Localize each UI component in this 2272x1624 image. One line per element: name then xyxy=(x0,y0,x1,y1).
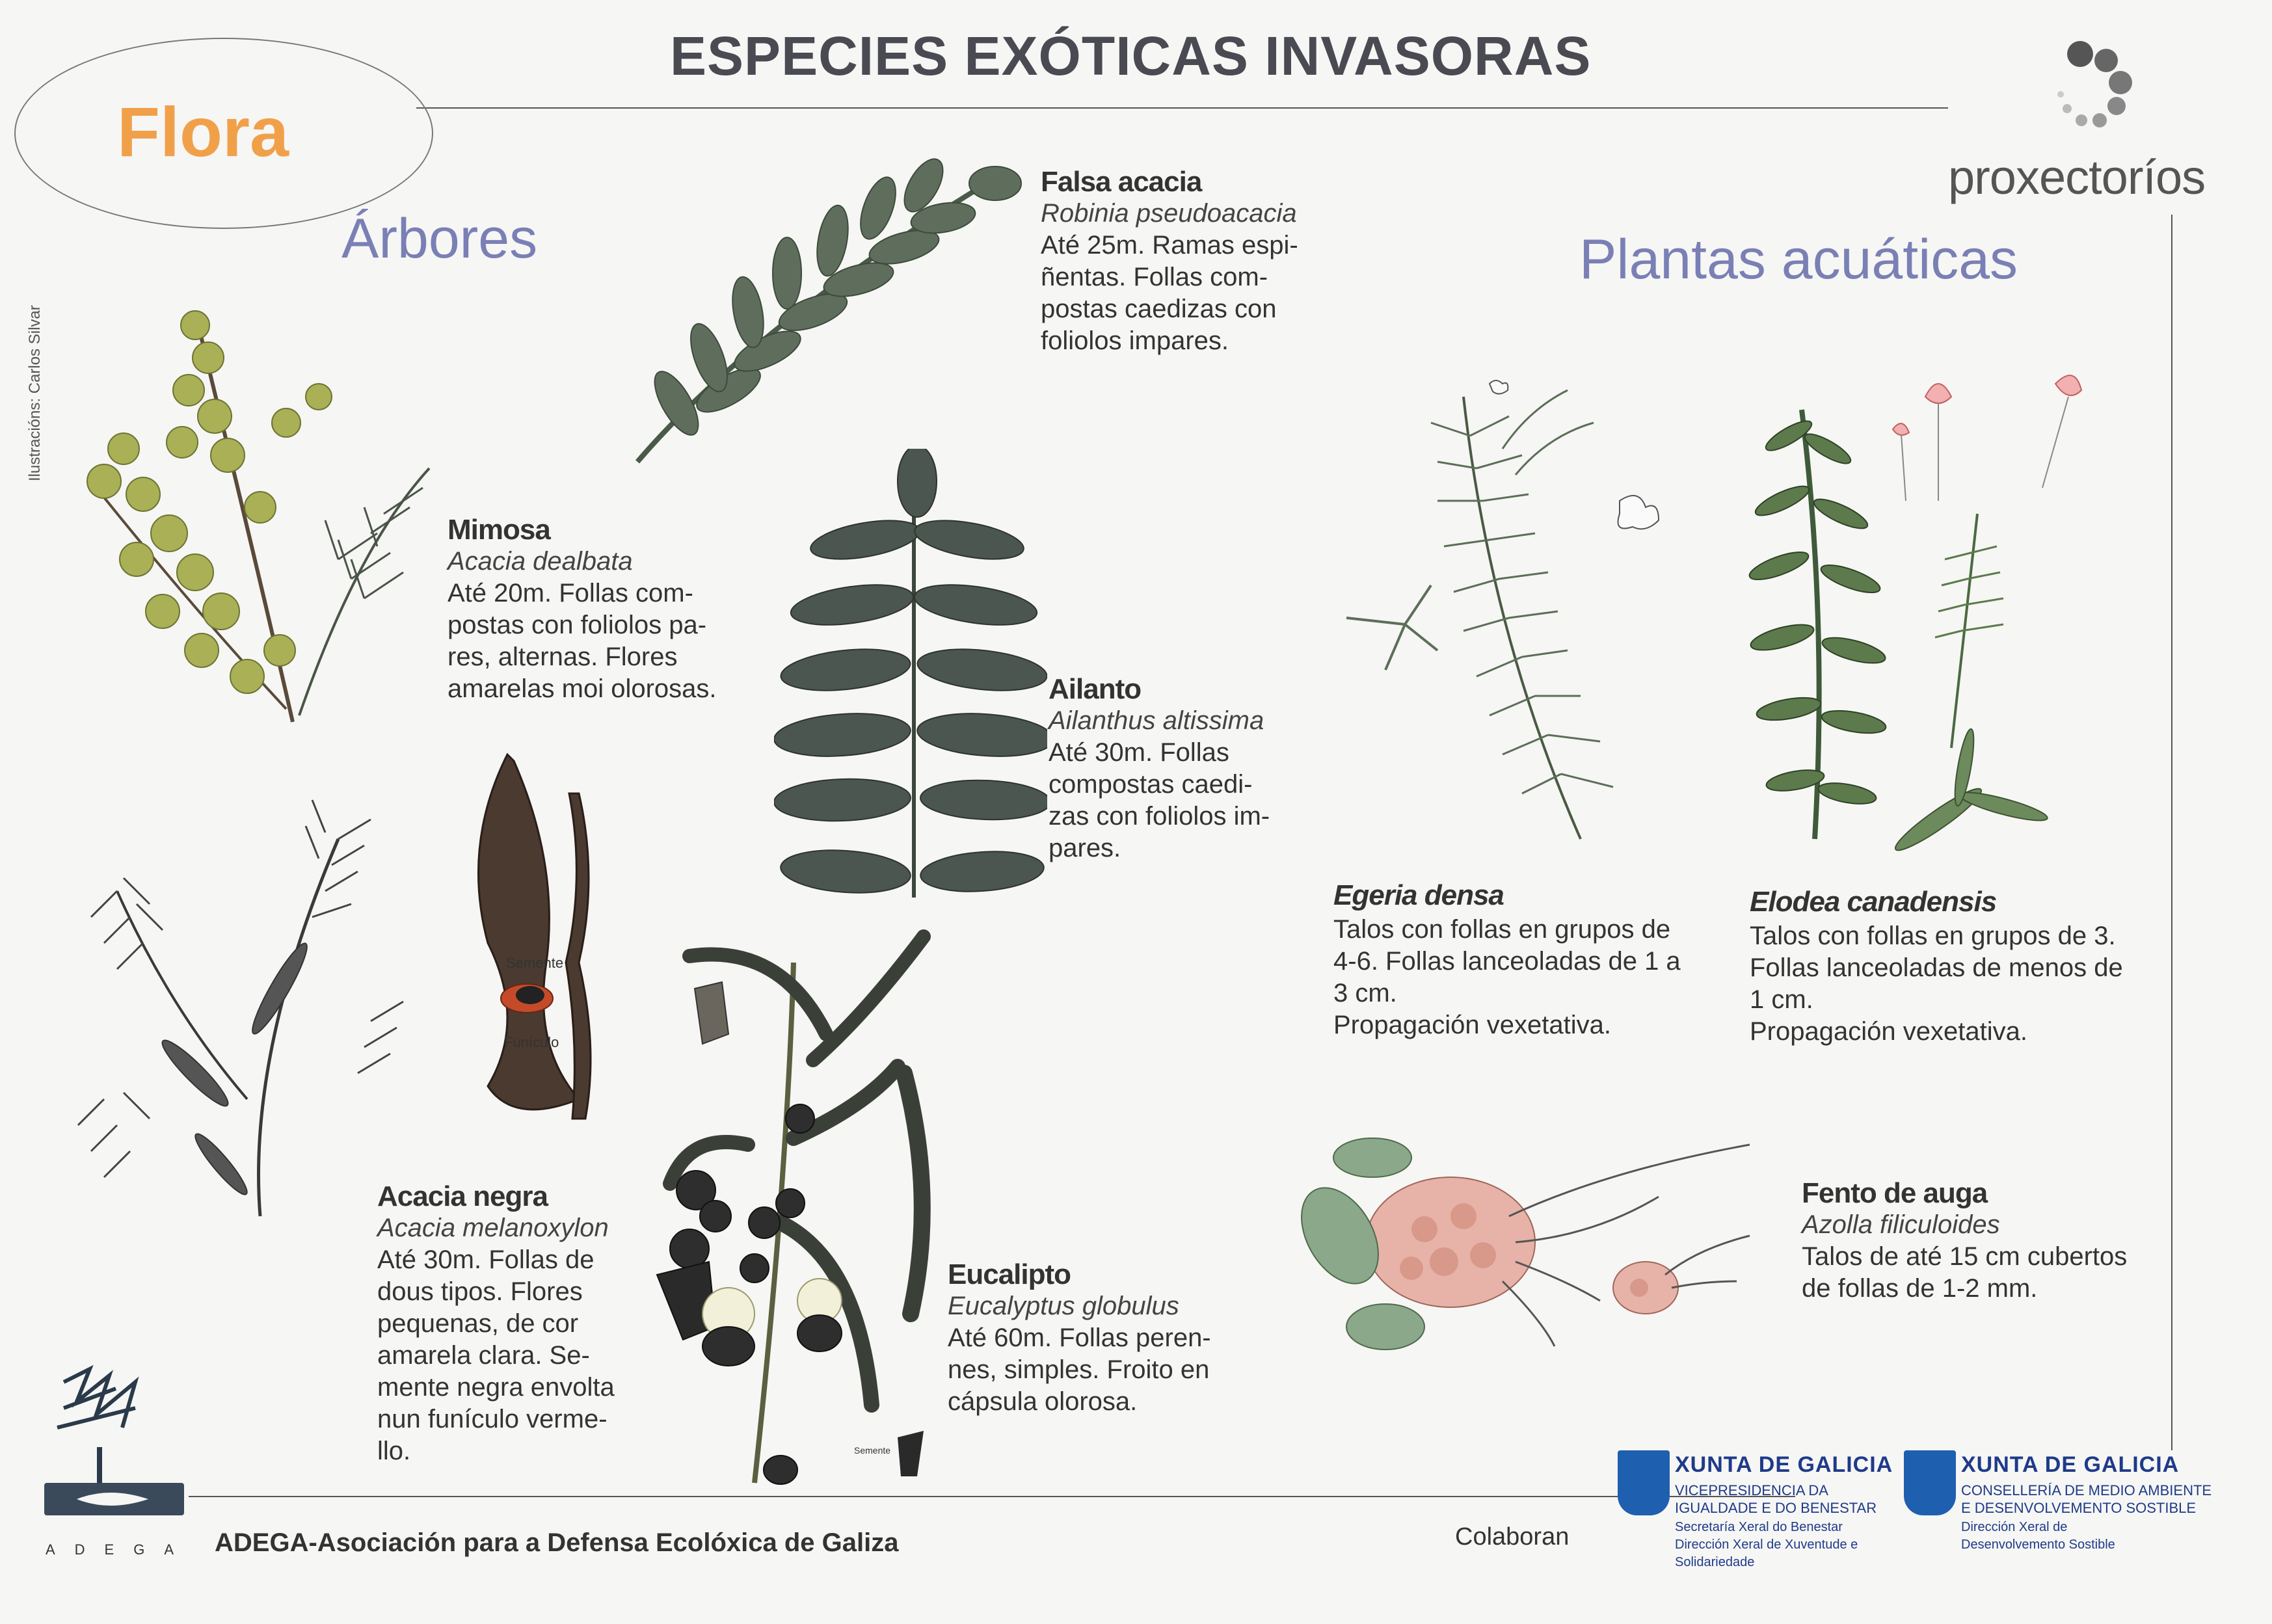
species-scientific: Acacia dealbata xyxy=(448,547,633,576)
ailanto-block xyxy=(1049,673,1270,864)
section-aquatic: Plantas acuáticas xyxy=(1579,228,2018,291)
species-desc-line: zas con foliolos im- xyxy=(1049,802,1270,831)
colaboran-label: Colaboran xyxy=(1455,1523,1570,1551)
xunta-line: Desenvolvemento Sostible xyxy=(1961,1537,2115,1552)
species-desc-line: pequenas, de cor xyxy=(377,1309,579,1338)
acacia-negra-illustration xyxy=(65,761,429,1229)
species-desc-line: nun funículo verme- xyxy=(377,1405,608,1433)
acacia-negra-block xyxy=(377,1180,615,1467)
page-title: ESPECIES EXÓTICAS INVASORAS xyxy=(670,25,1592,87)
xunta-line: Dirección Xeral de xyxy=(1961,1520,2068,1534)
acacia-seedpods-illustration xyxy=(449,748,611,1132)
adega-logo xyxy=(38,1356,187,1519)
eucalipto-illustration xyxy=(650,924,950,1496)
species-desc-line: Talos de até 15 cm cubertos xyxy=(1802,1242,2128,1271)
species-desc-line: 1 cm. xyxy=(1750,985,1813,1014)
species-desc-line: ñentas. Follas com- xyxy=(1041,263,1268,291)
seed-label: Semente xyxy=(506,955,564,971)
xunta-shield-icon xyxy=(1618,1450,1670,1515)
elodea-block xyxy=(1750,886,2123,1048)
species-desc-line: amarelas moi olorosas. xyxy=(448,674,717,703)
species-scientific: Acacia melanoxylon xyxy=(377,1214,609,1242)
species-desc-line: cápsula olorosa. xyxy=(948,1387,1138,1416)
species-desc-line: Até 30m. Follas de xyxy=(377,1245,595,1274)
seed-label-small: Semente xyxy=(854,1445,891,1456)
species-scientific: Robinia pseudoacacia xyxy=(1041,199,1297,228)
species-name: Mimosa xyxy=(448,514,550,546)
species-desc-line: mente negra envolta xyxy=(377,1373,615,1402)
egeria-illustration xyxy=(1333,371,1698,852)
funiculo-label: Funículo xyxy=(504,1034,559,1050)
mimosa-block xyxy=(448,514,717,705)
species-desc-line: postas caedizas con xyxy=(1041,295,1277,323)
xunta-line: Dirección Xeral de Xuventude e xyxy=(1675,1537,1858,1552)
species-name: Fento de auga xyxy=(1802,1177,1988,1209)
species-desc-line: postas con foliolos pa- xyxy=(448,611,707,639)
species-desc-line: res, alternas. Flores xyxy=(448,643,678,671)
egeria-block xyxy=(1333,879,1681,1041)
species-desc-line: Propagación vexetativa. xyxy=(1333,1011,1611,1039)
fento-block xyxy=(1802,1177,2127,1305)
species-desc-line: Até 20m. Follas com- xyxy=(448,579,693,607)
species-desc-line: foliolos impares. xyxy=(1041,326,1229,355)
azolla-illustration xyxy=(1294,1132,1763,1379)
xunta-line: CONSELLERÍA DE MEDIO AMBIENTE xyxy=(1961,1482,2212,1498)
falsa-acacia-illustration xyxy=(624,156,1028,468)
species-desc-line: Talos con follas en grupos de 3. xyxy=(1750,922,2116,950)
mimosa-illustration xyxy=(65,286,442,728)
elodea-illustration xyxy=(1743,358,2107,859)
species-desc-line: Até 60m. Follas peren- xyxy=(948,1324,1211,1352)
xunta-line: E DESENVOLVEMENTO SOSTIBLE xyxy=(1961,1500,2197,1516)
xunta-title: XUNTA DE GALICIA xyxy=(1675,1452,1893,1477)
xunta-line: VICEPRESIDENCIA DA xyxy=(1675,1482,1828,1498)
footer-rule xyxy=(189,1496,1795,1497)
illustration-credit: Ilustracións: Carlos Silvar xyxy=(26,305,44,481)
species-desc-line: Talos con follas en grupos de xyxy=(1333,915,1671,944)
adega-letters: ADEGA xyxy=(46,1541,194,1558)
species-desc-line: Propagación vexetativa. xyxy=(1750,1017,2027,1046)
species-scientific: Eucalyptus globulus xyxy=(948,1292,1179,1320)
xunta-line: IGUALDADE E DO BENESTAR xyxy=(1675,1500,1877,1516)
species-desc-line: 4-6. Follas lanceoladas de 1 a xyxy=(1333,947,1681,976)
xunta-line: Solidariedade xyxy=(1675,1555,1755,1569)
header-rule xyxy=(416,107,1948,109)
xunta-title: XUNTA DE GALICIA xyxy=(1961,1452,2180,1477)
species-desc-line: llo. xyxy=(377,1437,411,1465)
section-trees: Árbores xyxy=(341,207,538,270)
species-name: Eucalipto xyxy=(948,1258,1071,1290)
species-desc-line: dous tipos. Flores xyxy=(377,1277,583,1306)
proxecto-rios-text: proxectoríos xyxy=(1948,150,2206,204)
adega-name: ADEGA-Asociación para a Defensa Ecolóxica de Galiza xyxy=(215,1528,899,1557)
species-desc-line: 3 cm. xyxy=(1333,979,1397,1007)
species-name: Ailanto xyxy=(1049,673,1142,705)
species-desc-line: nes, simples. Froito en xyxy=(948,1355,1210,1384)
species-scientific: Ailanthus altissima xyxy=(1049,706,1264,735)
ailanto-illustration xyxy=(774,449,1047,904)
species-desc-line: de follas de 1-2 mm. xyxy=(1802,1274,2038,1303)
species-desc-line: pares. xyxy=(1049,834,1121,862)
species-desc-line: amarela clara. Se- xyxy=(377,1341,590,1370)
species-name: Acacia negra xyxy=(377,1180,548,1212)
species-desc-line: Até 25m. Ramas espi- xyxy=(1041,231,1298,260)
species-desc-line: Até 30m. Follas xyxy=(1049,738,1229,767)
eucalipto-block xyxy=(948,1258,1211,1418)
species-scientific: Elodea canadensis xyxy=(1750,886,1997,918)
species-scientific: Egeria densa xyxy=(1333,879,1504,911)
xunta-line: Secretaría Xeral do Benestar xyxy=(1675,1520,1843,1534)
xunta-shield-icon xyxy=(1904,1450,1956,1515)
falsa-acacia-block xyxy=(1041,166,1298,357)
proxecto-rios-logo xyxy=(2049,36,2146,140)
right-frame-line xyxy=(2171,215,2172,1450)
species-desc-line: Follas lanceoladas de menos de xyxy=(1750,953,2123,982)
species-desc-line: compostas caedi- xyxy=(1049,770,1253,799)
species-name: Falsa acacia xyxy=(1041,166,1202,198)
flora-label: Flora xyxy=(117,92,289,171)
species-scientific: Azolla filiculoides xyxy=(1802,1210,2000,1239)
